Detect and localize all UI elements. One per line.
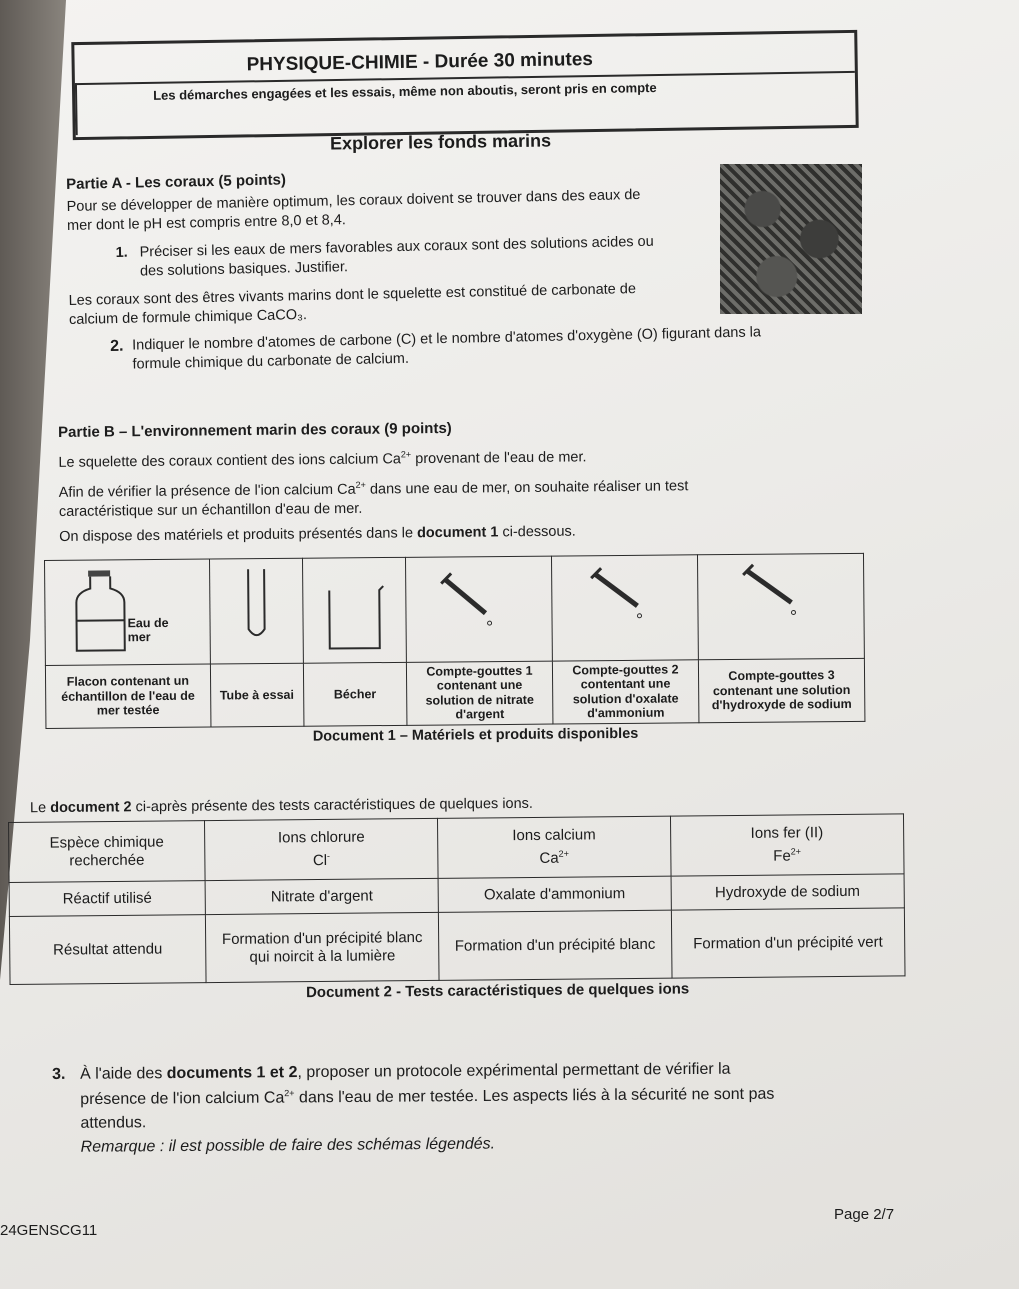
coral-photo — [720, 164, 862, 314]
document-2-table — [8, 813, 906, 985]
document-1-caption: Document 1 – Matériels et produits disponibles — [312, 725, 639, 745]
flask-label: Eau de mer — [127, 615, 169, 645]
part-a-para-1: Les coraux sont des êtres vivants marins dont le squelette est constitué de carbonate de — [68, 281, 637, 309]
doc2-ion-iron: Ions fer (II) $Fe^{2+}$ — [670, 814, 904, 876]
document-2 — [8, 813, 906, 1004]
doc2-result-iron: Formation d'un précipité vert — [671, 908, 905, 978]
exam-title: PHYSIQUE-CHIMIE - Durée 30 minutes — [246, 48, 594, 76]
question-2-number: 2. — [110, 337, 124, 355]
part-b-line-2: Afin de vérifier la présence de l'ion calcium $Ca^{2+}$ dans une eau de mer, on souhaite réaliser un test — [58, 478, 689, 501]
footer-page: Page 2/7 — [834, 1206, 895, 1223]
part-a-para-2: calcium de formule chimique CaCO₃. — [68, 306, 308, 328]
part-b — [58, 416, 869, 545]
main-title: Explorer les fonds marins — [329, 130, 552, 154]
doc1-label-beaker: Bécher — [303, 662, 407, 725]
part-b-line-1: Le squelette des coraux contient des ions calcium $Ca^{2+}$ provenant de l'eau de mer. — [58, 449, 587, 471]
doc1-label-tube: Tube à essai — [210, 663, 304, 726]
part-b-heading: Partie B – L'environnement marin des coraux (9 points) — [58, 419, 452, 441]
doc2-result-calcium: Formation d'un précipité blanc — [439, 910, 672, 980]
doc2-row-label-result: Résultat attendu — [9, 915, 206, 985]
question-1-number: 1. — [115, 244, 128, 261]
test-tube-icon — [216, 561, 297, 658]
part-a — [66, 162, 729, 328]
question-1-line-2: des solutions basiques. Justifier. — [139, 259, 349, 280]
header-box — [71, 30, 858, 140]
question-2-line-1: Indiquer le nombre d'atomes de carbone (C) et le nombre d'atomes d'oxygène (O) figurant dans la — [131, 324, 762, 354]
question-3-line-1: À l'aide des documents 1 et 2, proposer un protocole expérimental permettant de vérifier la — [79, 1060, 731, 1083]
part-a-intro-1: Pour se développer de manière optimum, les coraux doivent se trouver dans des eaux de — [66, 186, 641, 215]
question-3-number: 3. — [52, 1065, 66, 1083]
question-3 — [52, 1059, 913, 1157]
doc2-result-chloride: Formation d'un précipité blanc qui noircit à la lumière — [205, 912, 439, 982]
doc1-label-dropper-2: Compte-gouttes 2 contentant une solution d'oxalate d'ammonium — [552, 660, 699, 724]
doc2-reagent-chloride: Nitrate d'argent — [205, 878, 438, 914]
doc2-row-label-species: Espèce chimique recherchée — [9, 821, 206, 883]
document-1-table — [44, 553, 865, 729]
dropper-2-cell — [551, 555, 698, 661]
beaker-cell — [302, 557, 406, 663]
doc2-ion-chloride: Ions chlorure Cl- — [205, 818, 439, 880]
dropper-3-icon — [705, 556, 856, 653]
question-1 — [115, 232, 728, 280]
question-3-remark: Remarque : il est possible de faire des schémas légendés. — [80, 1135, 496, 1157]
doc1-label-dropper-3: Compte-gouttes 3 contenant une solution d'hydroxyde de sodium — [698, 658, 865, 722]
dropper-3-cell — [697, 553, 864, 659]
dropper-1-icon — [413, 559, 544, 656]
dropper-2-icon — [559, 558, 690, 655]
footer-code: 24GENSCG11 — [0, 1222, 98, 1239]
dropper-1-cell — [405, 556, 552, 662]
doc2-ion-calcium: Ions calcium $Ca^{2+}$ — [438, 816, 671, 878]
part-a-intro-2: mer dont le pH est compris entre 8,0 et 8,4. — [66, 212, 347, 234]
question-3-line-3: attendus. — [80, 1114, 147, 1133]
question-3-line-2: présence de l'ion calcium $Ca^{2+}$ dans l'eau de mer testée. Les aspects liés à la sécurité ne sont pas — [80, 1085, 775, 1109]
doc2-row-label-reagent: Réactif utilisé — [9, 881, 205, 917]
part-b-line-3: caractéristique sur un échantillon d'eau de mer. — [58, 500, 363, 520]
flask-cell — [45, 559, 211, 665]
question-1-line-1: Préciser si les eaux de mers favorables aux coraux sont des solutions acides ou — [139, 233, 654, 261]
question-2-line-2: formule chimique du carbonate de calcium. — [132, 350, 410, 373]
document-2-caption: Document 2 - Tests caractéristiques de quelques ions — [305, 980, 690, 1002]
part-a-heading: Partie A - Les coraux (5 points) — [66, 171, 287, 193]
document-1 — [44, 553, 866, 745]
exam-subtitle: Les démarches engagées et les essais, même non aboutis, seront pris en compte — [153, 79, 657, 103]
doc1-label-flask: Flacon contenant un échantillon de l'eau de mer testée — [45, 664, 210, 728]
document-2-intro: Le document 2 ci-après présente des tests caractéristiques de quelques ions. — [29, 795, 533, 817]
doc2-reagent-iron: Hydroxyde de sodium — [671, 874, 905, 910]
part-b-line-4: On dispose des matériels et produits présentés dans le document 1 ci-dessous. — [59, 523, 576, 545]
beaker-icon — [309, 560, 400, 657]
doc2-reagent-calcium: Oxalate d'ammonium — [438, 876, 671, 912]
doc1-label-dropper-1: Compte-gouttes 1 contenant une solution de nitrate d'argent — [406, 661, 553, 725]
tube-cell — [209, 558, 303, 664]
